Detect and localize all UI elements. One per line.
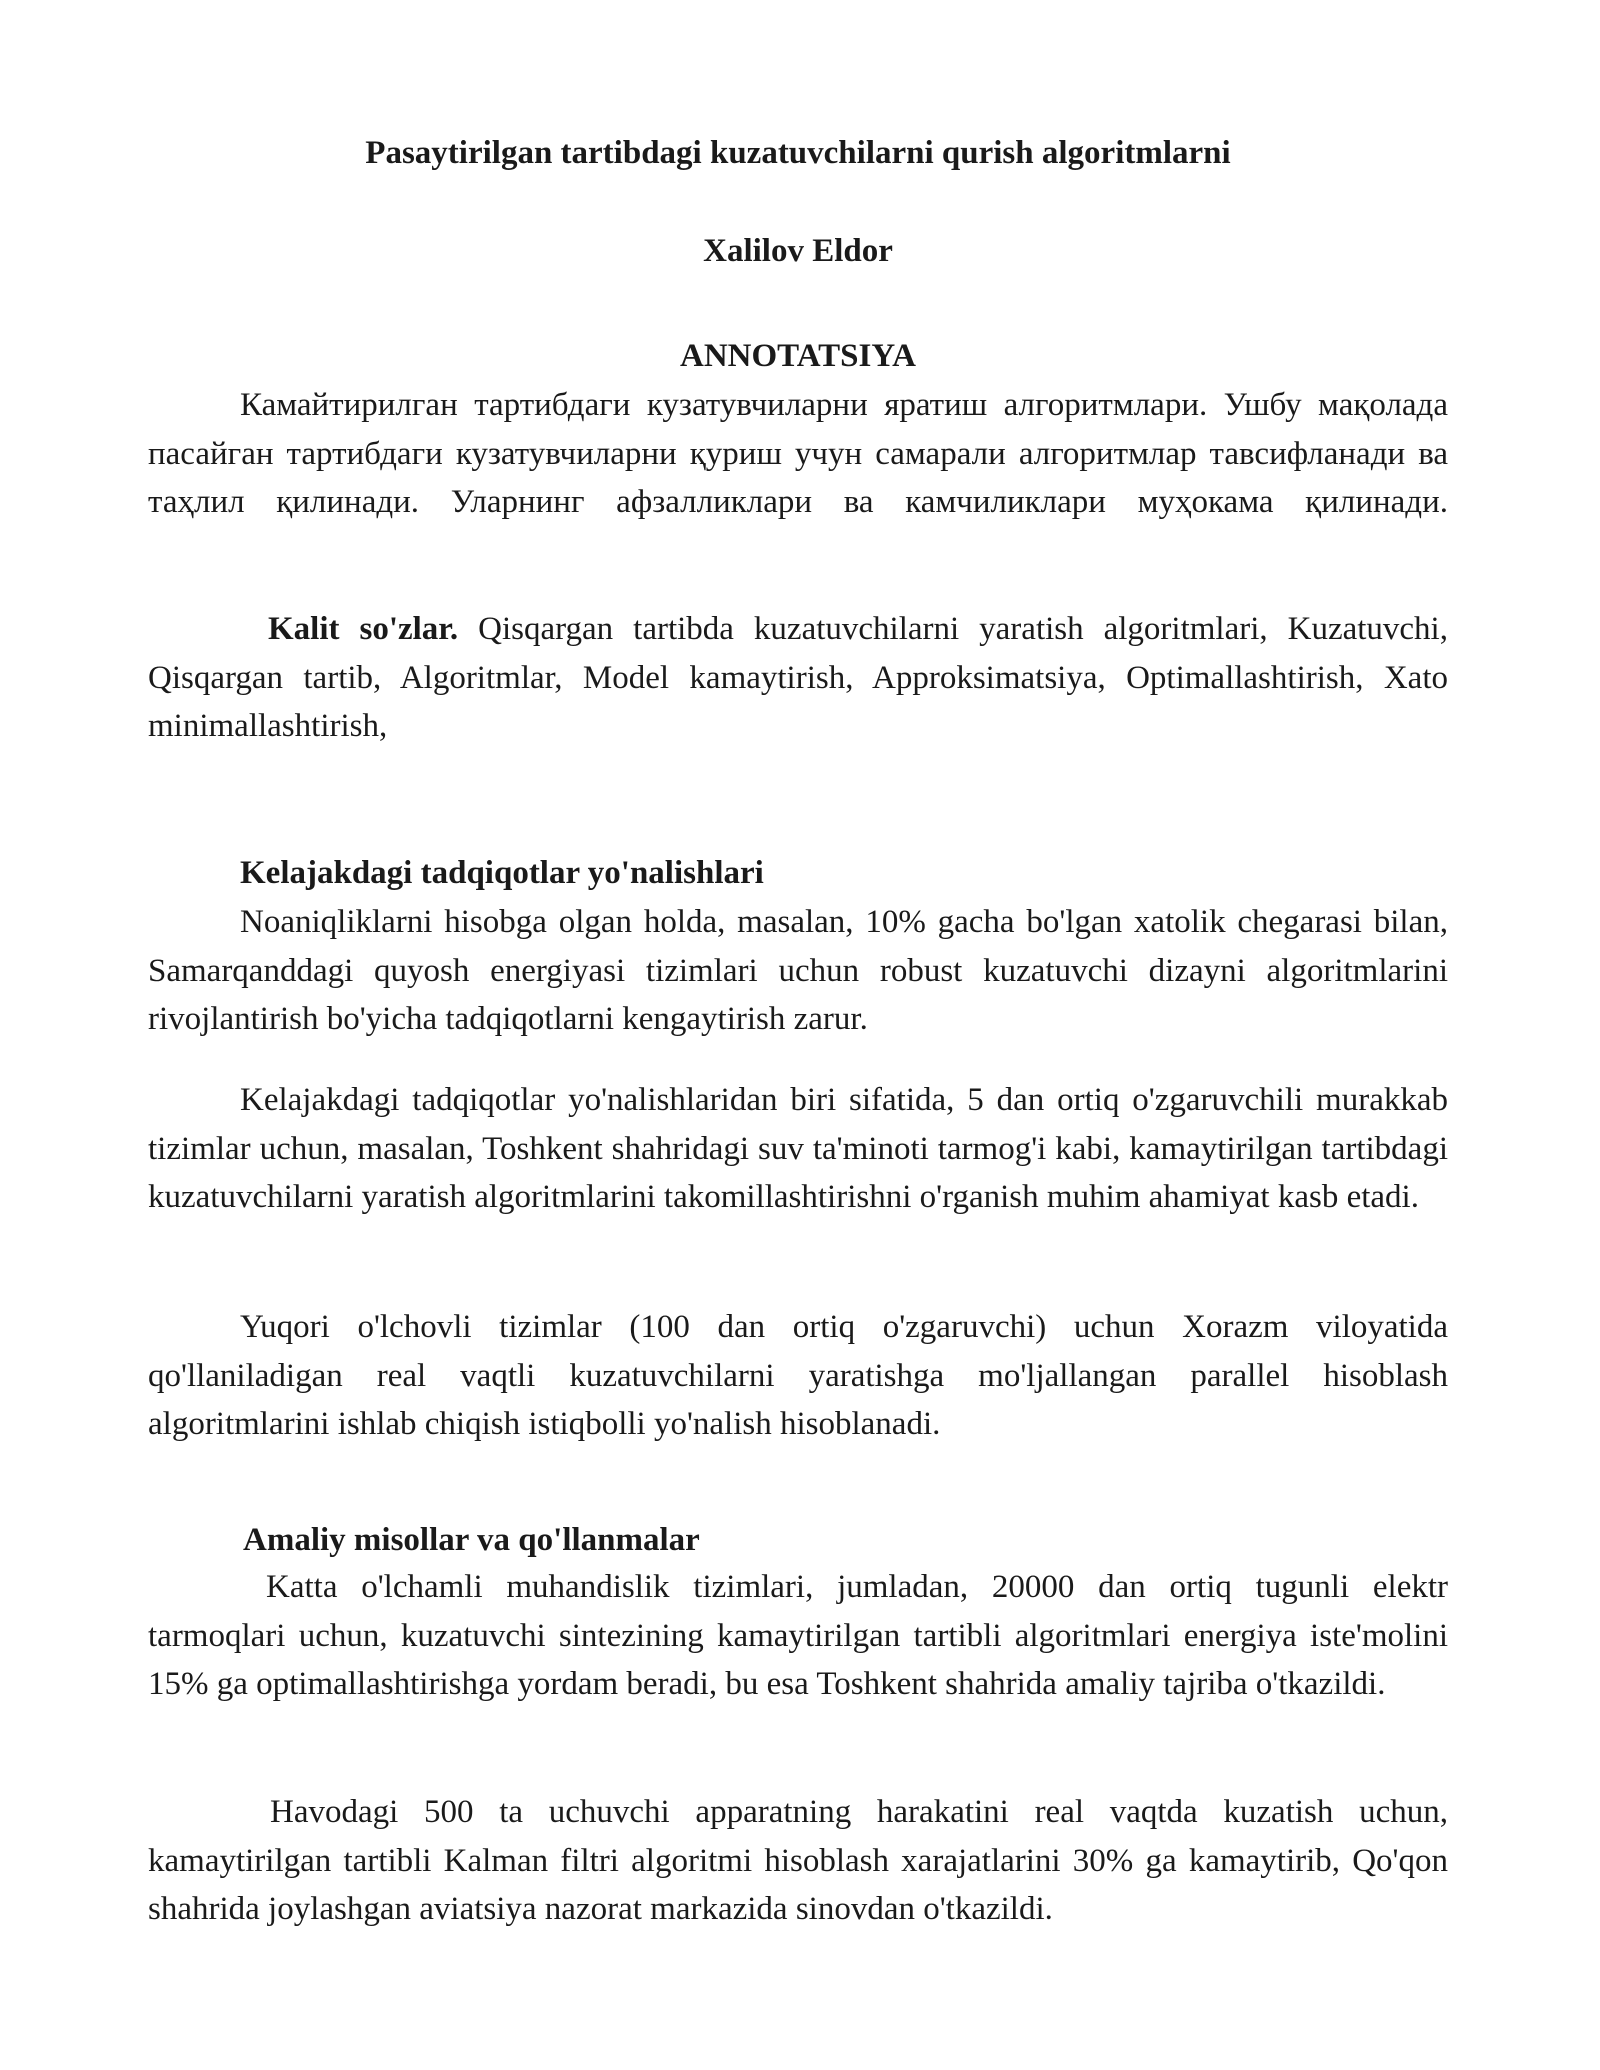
keywords-label: Kalit so'zlar. xyxy=(268,611,459,647)
section-heading-practical-examples: Amaliy misollar va qo'llanmalar xyxy=(243,1522,700,1558)
author-name: Xalilov Eldor xyxy=(703,233,893,269)
future-paragraph-1: Noaniqliklarni hisobga olgan holda, masalan, 10% gacha bo'lgan xatolik chegarasi bilan, Samarqanddagi quyosh energiyasi tizimlari uchun robust kuzatuvchi dizayni algoritmlarini rivojlantirish bo'yicha tadqiqotlarni kengaytirish zarur. xyxy=(148,904,1448,1037)
section-heading-future-research: Kelajakdagi tadqiqotlar yo'nalishlari xyxy=(240,855,764,891)
future-paragraph-3: Yuqori o'lchovli tizimlar (100 dan ortiq o'zgaruvchi) uchun Xorazm viloyatida qo'llaniladigan real vaqtli kuzatuvchilarni yaratishga mo'ljallangan parallel hisoblash algoritmlarini ishlab chiqish istiqbolli yo'nalish hisoblanadi. xyxy=(148,1309,1448,1442)
practical-paragraph-2: Havodagi 500 ta uchuvchi apparatning harakatini real vaqtda kuzatish uchun, kamaytirilgan tartibli Kalman filtri algoritmi hisoblash xarajatlarini 30% ga kamaytirib, Qo'qon shahrida joylashgan aviatsiya nazorat markazida sinovdan o'tkazildi. xyxy=(148,1794,1448,1927)
document-title: Pasaytirilgan tartibdagi kuzatuvchilarni qurish algoritmlarni xyxy=(365,135,1231,171)
annotation-heading: ANNOTATSIYA xyxy=(680,338,916,374)
practical-paragraph-1: Katta o'lchamli muhandislik tizimlari, jumladan, 20000 dan ortiq tugunli elektr tarmoqlari uchun, kuzatuvchi sintezining kamaytirilgan tartibli algoritmlari energiya iste'molini 15% ga optimallashtirishga yordam beradi, bu esa Toshkent shahrida amaliy tajriba o'tkazildi. xyxy=(148,1569,1448,1702)
keywords-text: Qisqargan tartibda kuzatuvchilarni yaratish algoritmlari, Kuzatuvchi, Qisqargan tartib, Algoritmlar, Model kamaytirish, Approksimatsiya, Optimallashtirish, Xato minimallashtirish, xyxy=(148,611,1448,744)
document-page xyxy=(148,0,1448,2070)
annotation-paragraph: Камайтирилган тартибдаги кузатувчиларни яратиш алгоритмлари. Ушбу мақолада пасайган тартибдаги кузатувчиларни қуриш учун самарали алгоритмлар тавсифланади ва таҳлил қилинади. Уларнинг афзалликлари ва камчиликлари муҳокама қилинади. xyxy=(148,387,1448,520)
keywords-paragraph xyxy=(148,605,1448,751)
future-paragraph-2: Kelajakdagi tadqiqotlar yo'nalishlaridan biri sifatida, 5 dan ortiq o'zgaruvchili murakkab tizimlar uchun, masalan, Toshkent shahridagi suv ta'minoti tarmog'i kabi, kamaytirilgan tartibdagi kuzatuvchilarni yaratish algoritmlarini takomillashtirishni o'rganish muhim ahamiyat kasb etadi. xyxy=(148,1082,1448,1215)
